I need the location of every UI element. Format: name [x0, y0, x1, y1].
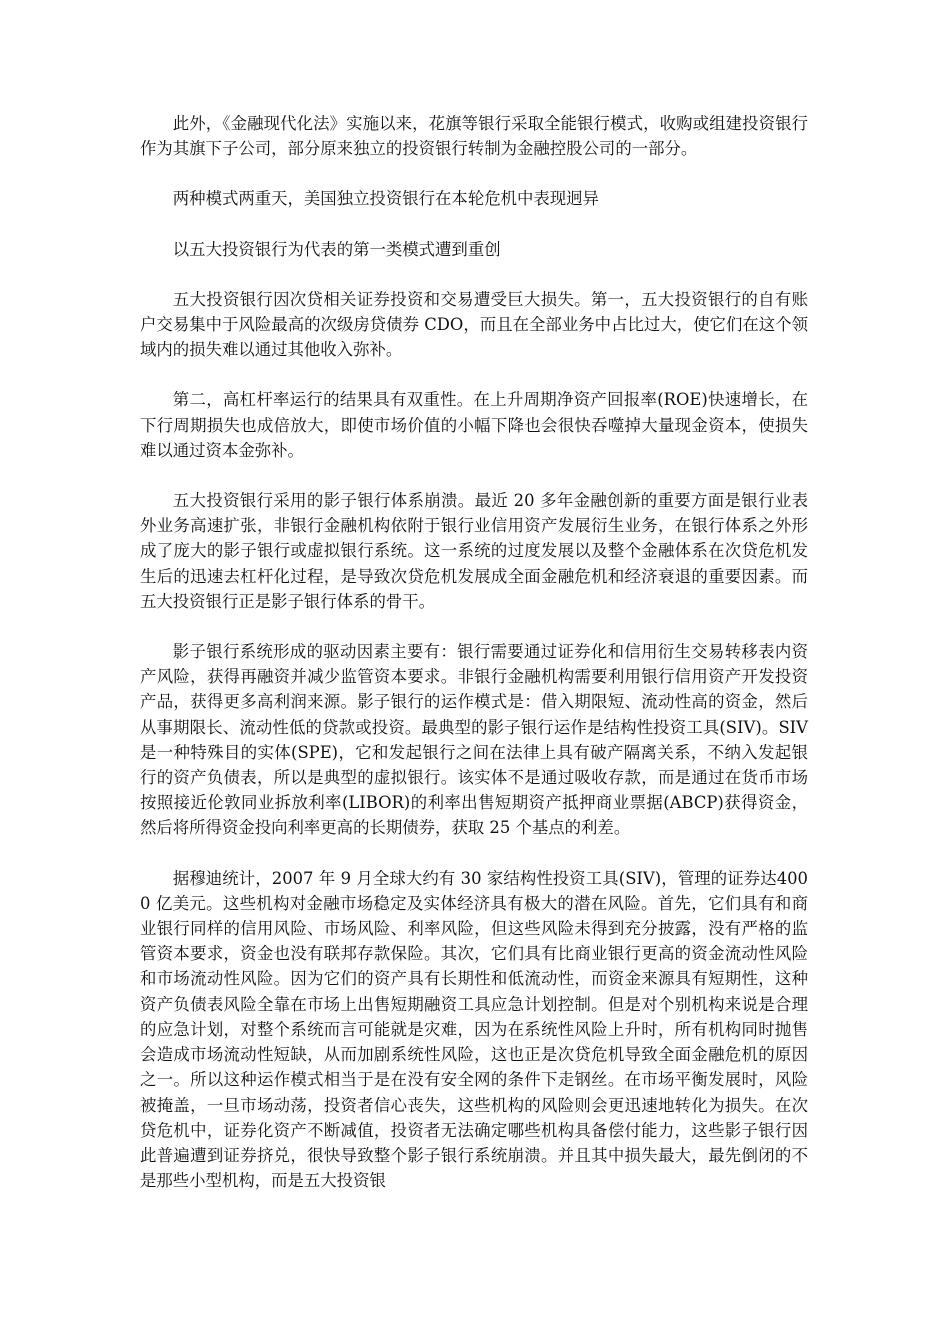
paragraph-big-five-losses: 五大投资银行因次贷相关证券投资和交易遭受巨大损失。第一，五大投资银行的自有账户交易集中于风险最高的次级房贷债券 CDO，而且在全部业务中占比过大，使它们在这个领域内的损失难以通过其他收入弥补。 [140, 289, 808, 360]
section-heading-two-models: 两种模式两重天，美国独立投资银行在本轮危机中表现迥异 [172, 189, 599, 209]
paragraph-universal-banking: 此外，《金融现代化法》实施以来，花旗等银行采取全能银行模式，收购或组建投资银行作为其旗下子公司，部分原来独立的投资银行转制为金融控股公司的一部分。 [140, 114, 808, 159]
paragraph-shadow-banking-collapse: 五大投资银行采用的影子银行体系崩溃。最近 20 多年金融创新的重要方面是银行业表外业务高速扩张，非银行金融机构依附于银行业信用资产发展衍生业务，在银行体系之外形成了庞大的影子银行或虚拟银行系统。这一系统的过度发展以及整个金融体系在次贷危机发生后的迅速去杠杆化过程，是导致次贷危机发展成全面金融危机和经济衰退的重要因素。而五大投资银行正是影子银行体系的骨干。 [140, 491, 808, 611]
paragraph-high-leverage: 第二，高杠杆率运行的结果具有双重性。在上升周期净资产回报率(ROE)快速增长，在下行周期损失也成倍放大，即使市场价值的小幅下降也会很快吞噬掉大量现金资本，使损失难以通过资本金弥补。 [140, 390, 808, 460]
document-body [140, 111, 808, 1218]
paragraph-shadow-banking-drivers: 影子银行系统形成的驱动因素主要有：银行需要通过证券化和信用衍生交易转移表内资产风险，获得再融资并减少监管资本要求。非银行金融机构需要利用银行信用资产开发投资产品，获得更多高利润来源。影子银行的运作模式是：借入期限短、流动性高的资金，然后从事期限长、流动性低的贷款或投资。最典型的影子银行运作是结构性投资工具(SIV)。SIV 是一种特殊目的实体(SPE)，它和发起银行之间在法律上具有破产隔离关系，不纳入发起银行的资产负债表，所以是典型的虚拟银行。该实体不是通过吸收存款，而是通过在货币市场按照接近伦敦同业拆放利率(LIBOR)的利率出售短期资产抵押商业票据(ABCP)获得资金，然后将所得资金投向利率更高的长期债券，获取 25 个基点的利差。 [140, 642, 808, 838]
section-heading-first-model: 以五大投资银行为代表的第一类模式遭到重创 [172, 239, 501, 259]
paragraph-moodys-statistics: 据穆迪统计，2007 年 9 月全球大约有 30 家结构性投资工具(SIV)，管理的证券达4000 亿美元。这些机构对金融市场稳定及实体经济具有极大的潜在风险。首先，它们具有和商业银行同样的信用风险、市场风险、利率风险，但这些风险未得到充分披露，没有严格的监管资本要求，资金也没有联邦存款保险。其次，它们具有比商业银行更高的资金流动性风险和市场流动性风险。因为它们的资产具有长期性和低流动性，而资金来源具有短期性，这种资产负债表风险全靠在市场上出售短期融资工具应急计划控制。但是对个别机构来说是合理的应急计划，对整个系统而言可能就是灾难，因为在系统性风险上升时，所有机构同时抛售会造成市场流动性短缺，从而加剧系统性风险，这也正是次贷危机导致全面金融危机的原因之一。所以这种运作模式相当于是在没有安全网的条件下走钢丝。在市场平衡发展时，风险被掩盖，一旦市场动荡，投资者信心丧失，这些机构的风险则会更迅速地转化为损失。在次贷危机中，证券化资产不断减值，投资者无法确定哪些机构具备偿付能力，这些影子银行因此普遍遭到证券挤兑，很快导致整个影子银行系统崩溃。并且其中损失最大，最先倒闭的不是那些小型机构，而是五大投资银 [140, 868, 808, 1191]
